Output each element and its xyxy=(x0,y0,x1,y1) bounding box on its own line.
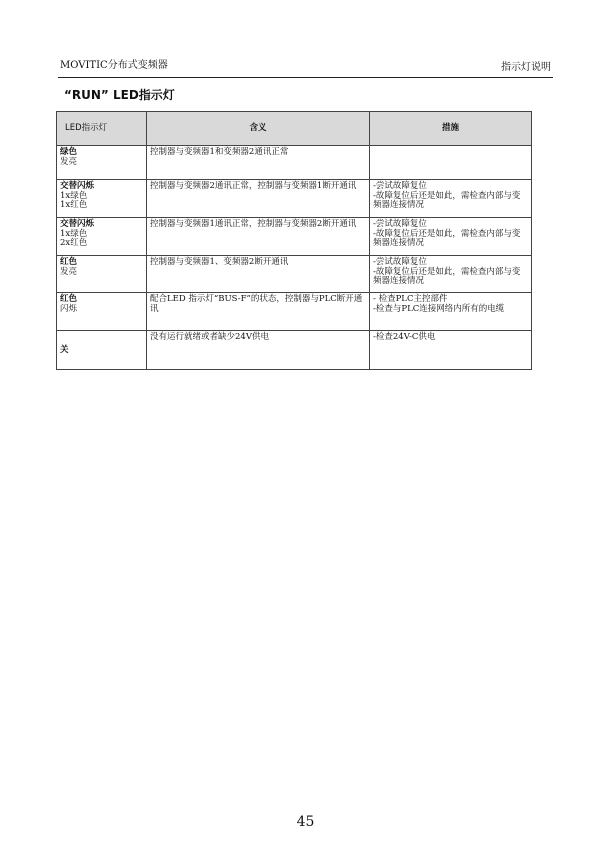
led-cell xyxy=(57,218,147,256)
led-state-detail: 发亮 xyxy=(60,156,78,167)
page-number: 45 xyxy=(296,814,315,830)
header-measures: 措施 xyxy=(370,112,532,146)
meaning-cell: 控制器与变频器1和变频器2通讯正常 xyxy=(147,146,370,180)
measures-cell xyxy=(370,293,532,331)
table-row xyxy=(57,331,532,370)
meaning-cell: 配合LED 指示灯“BUS-F”的状态，控制器与PLC断开通讯 xyxy=(147,293,370,331)
led-state-name: 红色 xyxy=(60,294,78,304)
meaning-cell: 控制器与变频器2通讯正常，控制器与变频器1断开通讯 xyxy=(147,180,370,218)
header-meaning: 含义 xyxy=(147,112,370,146)
measures-cell xyxy=(370,256,532,293)
measures-cell xyxy=(370,331,532,370)
led-cell xyxy=(57,146,147,180)
led-state-detail: 1x绿色 xyxy=(60,190,88,201)
led-cell xyxy=(57,180,147,218)
led-state-detail: 2x红色 xyxy=(60,238,88,248)
led-state-detail: 闪烁 xyxy=(60,303,78,314)
table-row xyxy=(57,293,532,331)
led-state-name: 关 xyxy=(60,344,69,355)
led-cell xyxy=(57,256,147,293)
section-title: “RUN” LED指示灯 xyxy=(64,88,175,102)
led-indicator-table xyxy=(56,111,532,370)
table-row xyxy=(57,180,532,218)
measure-item: -检查与PLC连接网络内所有的电缆 xyxy=(373,303,505,314)
measure-item: -尝试故障复位 xyxy=(373,219,427,229)
measure-item: -尝试故障复位 xyxy=(373,257,427,267)
header-document-title: MOVITIC分布式变频器 xyxy=(60,60,168,71)
header-section-title: 指示灯说明 xyxy=(501,62,551,73)
meaning-cell: 没有运行就绪或者缺少24V供电 xyxy=(147,331,370,370)
measure-item: -故障复位后还是如此，需检查内部与变频器连接情况 xyxy=(373,228,521,248)
led-state-detail: 发亮 xyxy=(60,266,78,277)
measures-cell xyxy=(370,146,532,180)
led-state-name: 交替闪烁 xyxy=(60,181,95,191)
measures-cell xyxy=(370,218,532,256)
table-row xyxy=(57,218,532,256)
measure-item: - 检查PLC主控部件 xyxy=(373,294,448,304)
header-divider xyxy=(58,77,553,78)
led-state-detail: 1x红色 xyxy=(60,200,88,210)
header-led: LED指示灯 xyxy=(57,112,147,146)
measure-item: -检查24V-C供电 xyxy=(373,332,436,342)
led-state-name: 红色 xyxy=(60,257,78,267)
measures-cell xyxy=(370,180,532,218)
led-state-name: 交替闪烁 xyxy=(60,219,95,229)
measure-item: -故障复位后还是如此，需检查内部与变频器连接情况 xyxy=(373,190,521,210)
led-cell xyxy=(57,331,147,370)
led-state-name: 绿色 xyxy=(60,147,78,157)
table-row xyxy=(57,256,532,293)
table-row xyxy=(57,146,532,180)
meaning-cell: 控制器与变频器1、变频器2断开通讯 xyxy=(147,256,370,293)
table-header-row xyxy=(57,112,532,146)
led-state-detail: 1x绿色 xyxy=(60,228,88,239)
led-cell xyxy=(57,293,147,331)
measure-item: -尝试故障复位 xyxy=(373,181,427,191)
meaning-cell: 控制器与变频器1通讯正常，控制器与变频器2断开通讯 xyxy=(147,218,370,256)
measure-item: -故障复位后还是如此，需检查内部与变频器连接情况 xyxy=(373,266,521,286)
